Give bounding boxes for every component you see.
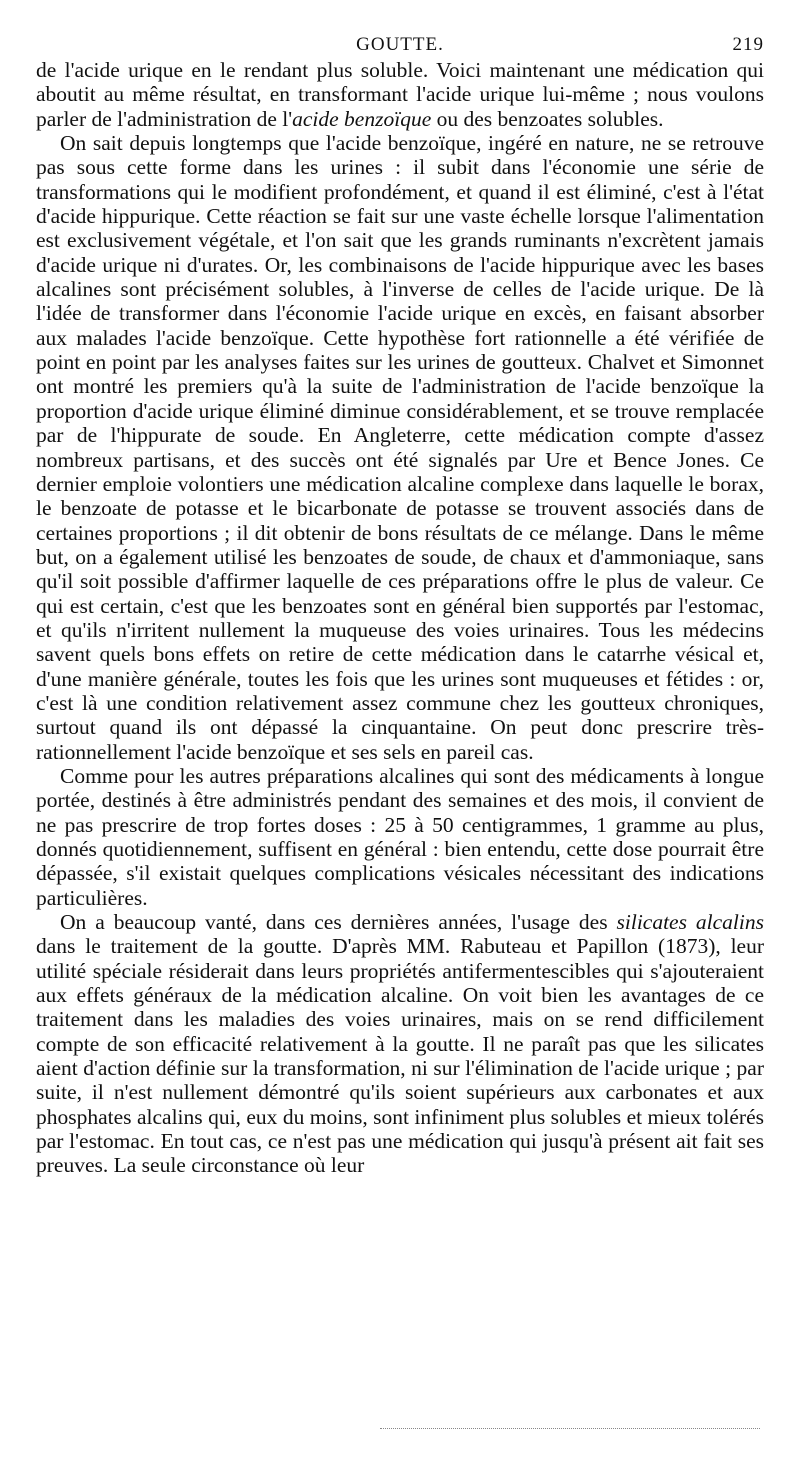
emphasis-acide-benzoique: acide benzoïque — [292, 106, 432, 131]
emphasis-silicates-alcalins: silicates alcalins — [616, 910, 764, 935]
paragraph-1 — [36, 58, 764, 131]
paragraph-1-text: de l'acide urique en le rendant plus soluble. Voici maintenant une médication qui aboutit au même résultat, en transformant l'acide urique lui-même ; nous voulons parler de l'administration de l' — [36, 58, 764, 131]
paragraph-4-text: On a beaucoup vanté, dans ces dernières années, l'usage des — [60, 910, 617, 935]
bottom-dotted-rule — [380, 1428, 760, 1429]
page-number: 219 — [732, 34, 764, 55]
paragraph-2-text: On sait depuis longtemps que l'acide benzoïque, ingéré en nature, ne se retrouve pas sous cette forme dans les urines : il subit dans l'économie une série de transformations qui le modifient profondément, et quand il est éliminé, c'est à l'état d'acide hippurique. Cette réaction se fait sur une vaste échelle lorsque l'alimentation est exclusivement végétale, et l'on sait que les grands ruminants n'excrètent jamais d'acide urique ni d'urates. Or, les combinaisons de l'acide hippurique avec les bases alcalines sont précisément solubles, à l'inverse de celles de l'acide urique. De là l'idée de transformer dans l'économie l'acide urique en excès, en faisant absorber aux malades l'acide benzoïque. Cette hypothèse fort rationnelle a été vérifiée de point en point par les analyses faites sur les urines de goutteux. Chalvet et Simonnet ont montré les premiers qu'à la suite de l'administration de l'acide benzoïque la proportion d'acide urique éliminé diminue considérablement, et se trouve remplacée par de l'hippurate de soude. En Angleterre, cette médication compte d'assez nombreux partisans, et des succès ont été signalés par Ure et Bence Jones. Ce dernier emploie volontiers une médication alcaline complexe dans laquelle le borax, le benzoate de potasse et le bicarbonate de potasse se trouvent associés dans de certaines proportions ; il dit obtenir de bons résultats de ce mélange. Dans le même but, on a également utilisé les benzoates de soude, de chaux et d'ammoniaque, sans qu'il soit possible d'affirmer laquelle de ces préparations offre le plus de valeur. Ce qui est certain, c'est que les benzoates sont en général bien supportés par l'estomac, et qu'ils n'irritent nullement la muqueuse des voies urinaires. Tous les médecins savent quels bons effets on retire de cette médication dans le catarrhe vésical et, d'une manière générale, toutes les fois que les urines sont muqueuses et fétides : or, c'est là une condition relativement assez commune chez les goutteux chroniques, surtout quand ils ont dépassé la cinquantaine. On peut donc prescrire très-rationnellement l'acide benzoïque et ses sels en pareil cas. — [36, 131, 764, 764]
paragraph-3-text: Comme pour les autres préparations alcalines qui sont des médicaments à longue portée, destinés à être administrés pendant des semaines et des mois, il convient de ne pas prescrire de trop fortes doses : 25 à 50 centigrammes, 1 gramme au plus, donnés quotidiennement, suffisent en général : bien entendu, cette dose pourrait être dépassée, s'il existait quelques complications vésicales nécessitant des indications particulières. — [36, 763, 764, 910]
body-text — [36, 58, 764, 1178]
paragraph-4 — [36, 910, 764, 1178]
paragraph-4-text-end: dans le traitement de la goutte. D'après MM. Rabuteau et Papillon (1873), leur utilité spéciale résiderait dans leurs propriétés antifermentescibles qui s'ajouteraient aux effets généraux de la médication alcaline. On voit bien les avantages de ce traitement dans les maladies des voies urinaires, mais on se rend difficilement compte de son efficacité relativement à la goutte. Il ne paraît pas que les silicates aient d'action définie sur la transformation, ni sur l'élimination de l'acide urique ; par suite, il n'est nullement démontré qu'ils soient supérieurs aux carbonates et aux phosphates alcalins qui, eux du moins, sont infiniment plus solubles et mieux tolérés par l'estomac. En tout cas, ce n'est pas une médication qui jusqu'à présent ait fait ses preuves. La seule circonstance où leur — [36, 934, 764, 1178]
page-header — [36, 28, 764, 58]
paragraph-2 — [36, 131, 764, 764]
paragraph-3 — [36, 764, 764, 910]
running-title: GOUTTE. — [356, 34, 444, 55]
paragraph-1-text-end: ou des benzoates solubles. — [431, 106, 664, 131]
